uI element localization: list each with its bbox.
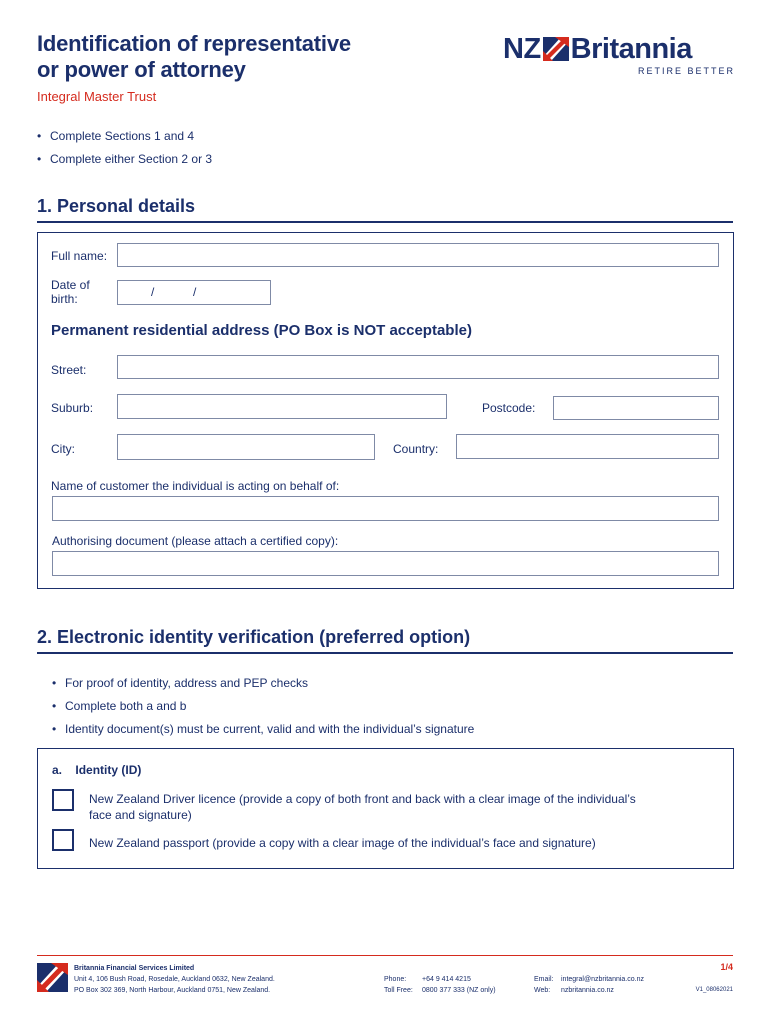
footer-address-1: Unit 4, 106 Bush Road, Rosedale, Auckland 0632, New Zealand. xyxy=(74,976,275,983)
list-item: • Complete Sections 1 and 4 xyxy=(37,128,212,151)
version-code: V1_08062021 xyxy=(695,987,733,993)
instructions-list xyxy=(37,128,212,174)
street-field[interactable] xyxy=(117,355,719,379)
authorising-document-label: Authorising document (please attach a certified copy): xyxy=(52,534,339,548)
section-2-bullets xyxy=(52,675,474,744)
postcode-field[interactable] xyxy=(553,396,719,420)
website-link[interactable]: nzbritannia.co.nz xyxy=(561,987,614,994)
country-label: Country: xyxy=(393,442,439,456)
nz-britannia-logo xyxy=(503,32,735,80)
footer-company: Britannia Financial Services Limited xyxy=(74,965,195,972)
logo-nz-text: NZ xyxy=(503,32,541,65)
list-item: • Identity document(s) must be current, valid and with the individual’s signature xyxy=(52,721,474,744)
list-item: • For proof of identity, address and PEP checks xyxy=(52,675,474,698)
email-link[interactable]: integral@nzbritannia.co.nz xyxy=(561,976,644,983)
page-subtitle: Integral Master Trust xyxy=(37,89,157,104)
section-2-heading: 2. Electronic identity verification (preferred option) xyxy=(37,627,733,654)
street-label: Street: xyxy=(51,363,87,377)
list-item: • Complete either Section 2 or 3 xyxy=(37,151,212,174)
footer-divider xyxy=(37,955,733,956)
city-label: City: xyxy=(51,442,75,456)
footer-address-2: PO Box 302 369, North Harbour, Auckland 0751, New Zealand. xyxy=(74,987,271,994)
logo-tagline: RETIRE BETTER xyxy=(637,66,735,76)
list-item: • Complete both a and b xyxy=(52,698,474,721)
dob-separator: / xyxy=(193,285,197,299)
identity-heading: a. Identity (ID) xyxy=(52,763,142,777)
passport-checkbox[interactable] xyxy=(52,829,74,851)
city-field[interactable] xyxy=(117,434,375,460)
dob-separator: / xyxy=(151,285,155,299)
page-number: 1/4 xyxy=(720,962,733,972)
dob-field[interactable] xyxy=(117,280,271,305)
footer-company-block xyxy=(74,963,275,996)
address-heading: Permanent residential address (PO Box is NOT acceptable) xyxy=(51,322,472,339)
customer-name-field[interactable] xyxy=(52,496,719,521)
dob-label: Date of birth: xyxy=(51,278,90,306)
customer-name-label: Name of customer the individual is acting on behalf of: xyxy=(51,479,340,493)
authorising-document-field[interactable] xyxy=(52,551,719,576)
driver-licence-option-label: New Zealand Driver licence (provide a copy of both front and back with a clear image of the individual’s face and signature) xyxy=(89,792,636,822)
logo-britannia-text: Britannia xyxy=(570,32,692,65)
union-flag-icon xyxy=(543,37,569,61)
suburb-field[interactable] xyxy=(117,394,447,419)
page-title: Identification of representative or power of attorney xyxy=(37,31,351,82)
full-name-label: Full name: xyxy=(51,249,108,263)
footer-contact-block: Email: integral@nzbritannia.co.nz Web: nzbritannia.co.nz xyxy=(534,976,644,994)
suburb-label: Suburb: xyxy=(51,401,94,415)
postcode-label: Postcode: xyxy=(482,401,536,415)
union-flag-icon xyxy=(37,963,68,992)
footer-phone-block: Phone: +64 9 414 4215 Toll Free: 0800 377 333 (NZ only) xyxy=(384,976,496,994)
passport-option-label: New Zealand passport (provide a copy with a clear image of the individual’s face and signature) xyxy=(89,836,596,850)
country-field[interactable] xyxy=(456,434,719,459)
full-name-field[interactable] xyxy=(117,243,719,267)
section-1-heading: 1. Personal details xyxy=(37,196,733,223)
driver-licence-checkbox[interactable] xyxy=(52,789,74,811)
